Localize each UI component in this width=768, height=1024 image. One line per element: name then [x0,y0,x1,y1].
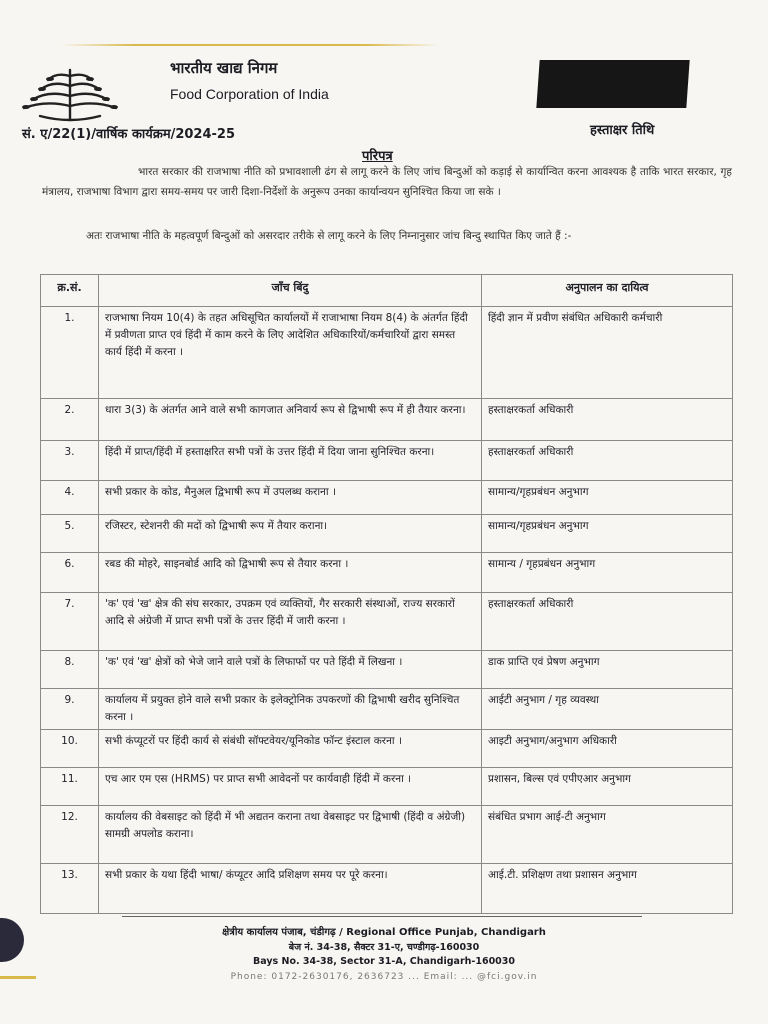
row-responsibility: आईटी अनुभाग / गृह व्यवस्था [482,689,733,730]
header-responsibility: अनुपालन का दायित्व [482,275,733,307]
row-serial: 4. [41,481,99,515]
table-row [41,441,733,481]
row-check-point: रजिस्टर, स्टेशनरी की मदों को द्विभाषी रूप में तैयार कराना। [99,515,482,553]
org-name-english: Food Corporation of India [170,86,329,102]
row-serial: 10. [41,730,99,768]
row-serial: 2. [41,399,99,441]
row-serial: 11. [41,768,99,806]
table-header-row [41,275,733,307]
table-row [41,768,733,806]
table-row [41,651,733,689]
table-row [41,806,733,864]
footer-office-name: क्षेत्रीय कार्यालय पंजाब, चंडीगढ़ / Regional Office Punjab, Chandigarh [222,927,546,938]
redaction-block [536,60,689,108]
table-row [41,864,733,914]
circular-paragraph-2 [42,226,732,246]
table-row [41,399,733,441]
row-responsibility: आइटी अनुभाग/अनुभाग अधिकारी [482,730,733,768]
row-responsibility: आई.टी. प्रशिक्षण तथा प्रशासन अनुभाग [482,864,733,914]
row-responsibility: प्रशासन, बिल्स एवं एपीएआर अनुभाग [482,768,733,806]
row-check-point: रबड की मोहरे, साइनबोर्ड आदि को द्विभाषी रूप से तैयार करना । [99,553,482,593]
row-serial: 8. [41,651,99,689]
footer-address-hindi: बेज नं. 34-38, सैक्टर 31-ए, चण्डीगढ़-160030 [288,942,480,953]
row-responsibility: डाक प्राप्ति एवं प्रेषण अनुभाग [482,651,733,689]
circular-paragraph-1 [42,162,732,202]
reference-number: सं. ए/22(1)/वार्षिक कार्यक्रम/2024-25 [22,127,236,142]
footer-contact-line: Phone: 0172-2630176, 2636723 ... Email: ... @fci.gov.in [230,972,538,982]
header-serial: क्र.सं. [41,275,99,307]
row-check-point: कार्यालय में प्रयुक्त होने वाले सभी प्रकार के इलेक्ट्रोनिक उपकरणों की द्विभाषी खरीद सुनिश्चित करना । [99,689,482,730]
row-serial: 5. [41,515,99,553]
footer-address-english: Bays No. 34-38, Sector 31-A, Chandigarh-160030 [252,956,516,967]
row-check-point: धारा 3(3) के अंतर्गत आने वाले सभी कागजात अनिवार्य रूप से द्विभाषी रूप में ही तैयार करना। [99,399,482,441]
table-row [41,593,733,651]
row-check-point: सभी प्रकार के कोड, मैनुअल द्विभाषी रूप में उपलब्ध कराना । [99,481,482,515]
row-check-point: हिंदी में प्राप्त/हिंदी में हस्ताक्षरित सभी पत्रों के उत्तर हिंदी में दिया जाना सुनिश्चित करना। [99,441,482,481]
check-points-table [40,274,733,914]
row-responsibility: हस्ताक्षरकर्ता अधिकारी [482,441,733,481]
row-responsibility: सामान्य/गृहप्रबंधन अनुभाग [482,515,733,553]
row-responsibility: संबंधित प्रभाग आई-टी अनुभाग [482,806,733,864]
row-check-point: सभी कंप्यूटरों पर हिंदी कार्य से संबंधी सॉफ्टवेयर/यूनिकोड फॉन्ट इंस्टाल करना । [99,730,482,768]
row-responsibility: सामान्य / गृहप्रबंधन अनुभाग [482,553,733,593]
fci-wheat-emblem-icon [10,62,130,124]
circular-paragraph-2-text: अतः राजभाषा नीति के महत्वपूर्ण बिन्दुओं को असरदार तरीके से लागू करने के लिए निम्नानुसार जांच बिन्दु स्थापित किए जाते हैं :- [86,230,572,242]
row-check-point: कार्यालय की वेबसाइट को हिंदी में भी अद्यतन कराना तथा वेबसाइट पर द्विभाषी (हिंदी व अंग्रेजी) सामग्री अपलोड कराना। [99,806,482,864]
row-serial: 3. [41,441,99,481]
circular-title: परिपत्र [362,149,393,164]
table-row [41,553,733,593]
row-check-point: सभी प्रकार के यथा हिंदी भाषा/ कंप्यूटर आदि प्रशिक्षण समय पर पूरे करना। [99,864,482,914]
row-serial: 7. [41,593,99,651]
row-responsibility: हस्ताक्षरकर्ता अधिकारी [482,399,733,441]
row-responsibility: हस्ताक्षरकर्ता अधिकारी [482,593,733,651]
table-row [41,307,733,399]
org-name-hindi: भारतीय खाद्य निगम [170,59,278,77]
row-responsibility: सामान्य/गृहप्रबंधन अनुभाग [482,481,733,515]
header-decorative-rule [60,44,440,46]
row-serial: 13. [41,864,99,914]
row-check-point: एच आर एम एस (HRMS) पर प्राप्त सभी आवेदनों पर कार्यवाही हिंदी में करना । [99,768,482,806]
table-row [41,689,733,730]
table-row [41,481,733,515]
table-row [41,730,733,768]
row-serial: 6. [41,553,99,593]
header-check-point: जाँच बिंदु [99,275,482,307]
row-responsibility: हिंदी ज्ञान में प्रवीण संबंधित अधिकारी कर्मचारी [482,307,733,399]
row-check-point: 'क' एवं 'ख' क्षेत्र की संघ सरकार, उपक्रम एवं व्यक्तियों, गैर सरकारी संस्थाओं, राज्य सरकारों आदि से अंग्रेजी में प्राप्त सभी पत्रों के उत्तर हिंदी में जारी करना । [99,593,482,651]
table-row [41,515,733,553]
row-serial: 12. [41,806,99,864]
signature-date-label: हस्ताक्षर तिथि [590,123,655,138]
row-serial: 1. [41,307,99,399]
row-serial: 9. [41,689,99,730]
circular-paragraph-1-text: भारत सरकार की राजभाषा नीति को प्रभावशाली ढंग से लागू करने के लिए जांच बिन्दुओं को कड़ाई से कार्यान्वित करना आवश्यक है ताकि भारत सरकार, गृह मंत्रालय, राजभाषा विभाग द्वारा समय-समय पर जारी दिशा-निर्देशों के अनुरूप उनका कार्यान्वयन सुनिश्चित किया जा सके । [42,166,732,198]
row-check-point: राजभाषा नियम 10(4) के तहत अधिसूचित कार्यालयों में राजाभाषा नियम 8(4) के अंतर्गत हिंदी में प्रवीणता प्राप्त एवं हिंदी में काम करने के लिए आदेशित अधिकारियों/कर्मचारियों द्वारा समस्त कार्य हिंदी में करना । [99,307,482,399]
row-check-point: 'क' एवं 'ख' क्षेत्रों को भेजे जाने वाले पत्रों के लिफाफों पर पते हिंदी में लिखना । [99,651,482,689]
footer-rule [122,916,642,917]
